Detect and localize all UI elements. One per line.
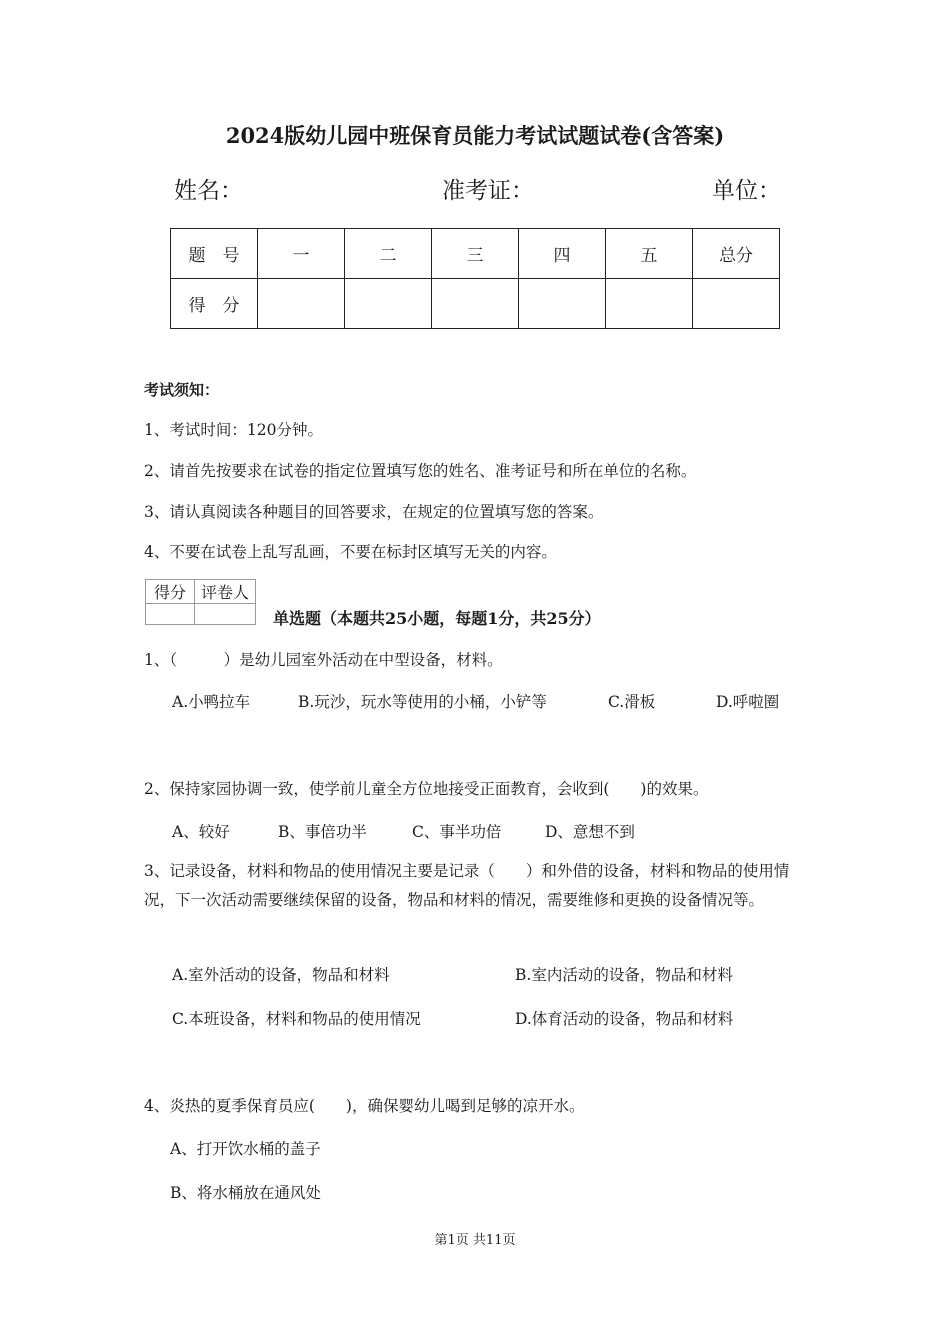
- notice-item: 3、请认真阅读各种题目的回答要求，在规定的位置填写您的答案。: [144, 503, 604, 521]
- grader-score-header: 得分: [146, 580, 195, 604]
- question-1-option-b[interactable]: B.玩沙，玩水等使用的小桶，小铲等: [298, 693, 547, 711]
- question-2-option-a[interactable]: A、较好: [172, 823, 230, 841]
- notice-item: 4、不要在试卷上乱写乱画，不要在标封区填写无关的内容。: [144, 543, 557, 561]
- question-1-stem: 1、（ ）是幼儿园室外活动在中型设备，材料。: [144, 651, 503, 669]
- score-cell[interactable]: [606, 279, 693, 329]
- score-cell[interactable]: [519, 279, 606, 329]
- grader-score-cell[interactable]: [146, 604, 195, 625]
- unit-field-label: 单位：: [712, 178, 781, 204]
- question-4-option-a[interactable]: A、打开饮水桶的盖子: [170, 1140, 321, 1158]
- page-footer: 第1页 共11页: [434, 1233, 516, 1248]
- score-cell[interactable]: [693, 279, 780, 329]
- score-table-header-cell: 总分: [693, 229, 780, 279]
- score-table-header-cell: 五: [606, 229, 693, 279]
- section-title: 单选题（本题共25小题，每题1分，共25分）: [273, 609, 601, 628]
- question-4-stem: 4、炎热的夏季保育员应( )，确保婴幼儿喝到足够的凉开水。: [144, 1097, 585, 1115]
- question-3-option-c[interactable]: C.本班设备，材料和物品的使用情况: [172, 1010, 421, 1028]
- score-cell[interactable]: [432, 279, 519, 329]
- notice-title: 考试须知：: [144, 381, 220, 399]
- question-3-option-b[interactable]: B.室内活动的设备，物品和材料: [515, 966, 733, 984]
- score-cell[interactable]: [258, 279, 345, 329]
- notice-item: 2、请首先按要求在试卷的指定位置填写您的姓名、准考证号和所在单位的名称。: [144, 462, 697, 480]
- question-2-option-d[interactable]: D、意想不到: [545, 823, 635, 841]
- score-table-header-cell: 一: [258, 229, 345, 279]
- notice-item: 1、考试时间：120分钟。: [144, 421, 323, 439]
- score-table-header-cell: 四: [519, 229, 606, 279]
- question-3-option-a[interactable]: A.室外活动的设备，物品和材料: [172, 966, 390, 984]
- score-table: [170, 228, 780, 329]
- score-table-header-cell: 二: [345, 229, 432, 279]
- question-1-option-c[interactable]: C.滑板: [608, 693, 656, 711]
- question-1-option-a[interactable]: A.小鸭拉车: [172, 693, 251, 711]
- question-3-option-d[interactable]: D.体育活动的设备，物品和材料: [515, 1010, 734, 1028]
- exam-number-field-label: 准考证：: [442, 178, 534, 204]
- question-1-option-d[interactable]: D.呼啦圈: [716, 693, 780, 711]
- score-table-header-row: [171, 229, 780, 279]
- question-2-option-c[interactable]: C、事半功倍: [412, 823, 502, 841]
- score-cell[interactable]: [345, 279, 432, 329]
- question-4-option-b[interactable]: B、将水桶放在通风处: [170, 1184, 321, 1202]
- score-table-score-row: [171, 279, 780, 329]
- page-title: 2024版幼儿园中班保育员能力考试试题试卷(含答案): [225, 123, 725, 148]
- name-field-label: 姓名：: [174, 178, 243, 204]
- question-3-stem: 3、记录设备，材料和物品的使用情况主要是记录（ ）和外借的设备，材料和物品的使用情况，下一次活动需要继续保留的设备，物品和材料的情况，需要维修和更换的设备情况等。: [144, 862, 790, 909]
- grader-table: [145, 579, 256, 625]
- grader-name-header: 评卷人: [195, 580, 256, 604]
- score-row-label: 得 分: [171, 279, 258, 329]
- question-2-option-b[interactable]: B、事倍功半: [278, 823, 367, 841]
- grader-name-cell[interactable]: [195, 604, 256, 625]
- question-2-stem: 2、保持家园协调一致，使学前儿童全方位地接受正面教育，会收到( )的效果。: [144, 780, 709, 798]
- score-table-header-cell: 三: [432, 229, 519, 279]
- score-table-header-cell: 题 号: [171, 229, 258, 279]
